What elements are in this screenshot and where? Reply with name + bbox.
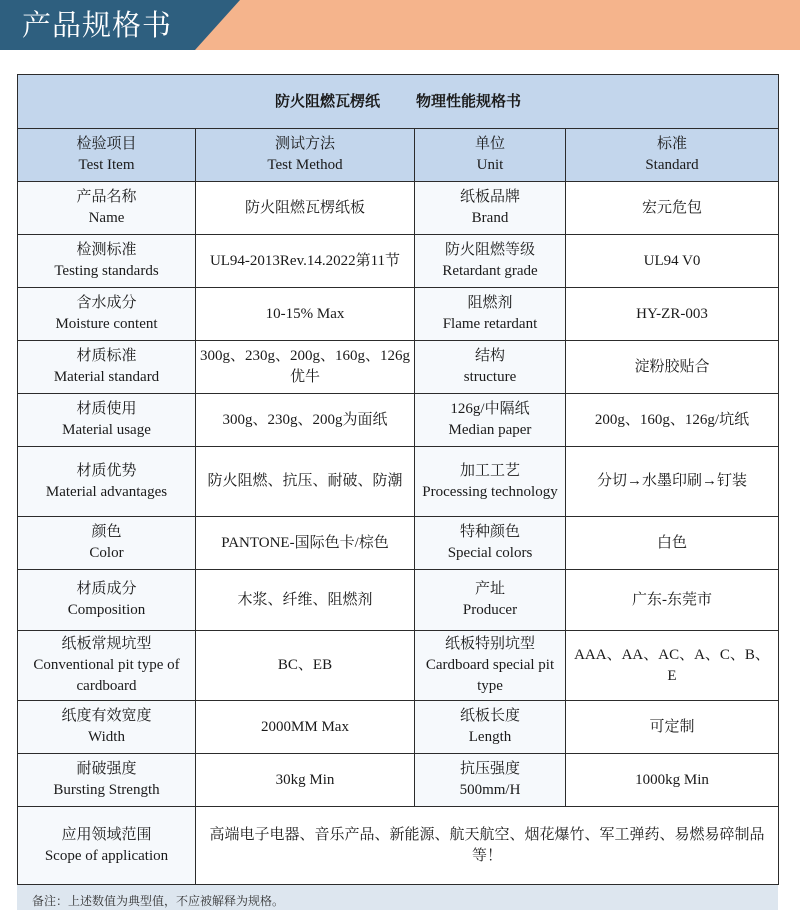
row-value: 2000MM Max: [196, 701, 415, 754]
row-value: 防火阻燃瓦楞纸板: [196, 182, 415, 235]
row-label: 材质标准 Material standard: [18, 341, 196, 394]
table-row: [18, 288, 779, 341]
row-value-secondary: UL94 V0: [566, 235, 779, 288]
table-row: [18, 570, 779, 631]
row-label: 含水成分 Moisture content: [18, 288, 196, 341]
table-row: [18, 517, 779, 570]
table-title: [18, 75, 779, 129]
row-label: 材质使用 Material usage: [18, 394, 196, 447]
row-value-secondary: HY-ZR-003: [566, 288, 779, 341]
table-row: [18, 701, 779, 754]
row-value: 30kg Min: [196, 754, 415, 807]
table-row: [18, 447, 779, 517]
row-label-secondary: 纸板长度 Length: [415, 701, 566, 754]
row-value-secondary: AAA、AA、AC、A、C、B、E: [566, 631, 779, 701]
header-unit: 单位 Unit: [415, 129, 566, 182]
row-label: 耐破强度 Bursting Strength: [18, 754, 196, 807]
application-value: 高端电子电器、音乐产品、新能源、航天航空、烟花爆竹、军工弹药、易燃易碎制品等！: [196, 807, 779, 885]
table-row: [18, 182, 779, 235]
row-label: 颜色 Color: [18, 517, 196, 570]
row-value: 10-15% Max: [196, 288, 415, 341]
table-title-right: 物理性能规格书: [416, 92, 522, 110]
row-value: 300g、230g、200g、160g、126g 优牛: [196, 341, 415, 394]
row-value-secondary: 白色: [566, 517, 779, 570]
table-row: [18, 754, 779, 807]
row-value: 防火阻燃、抗压、耐破、防潮: [196, 447, 415, 517]
row-label-secondary: 特种颜色 Special colors: [415, 517, 566, 570]
row-value-secondary: 1000kg Min: [566, 754, 779, 807]
row-label-secondary: 加工工艺 Processing technology: [415, 447, 566, 517]
table-header-row: [18, 129, 779, 182]
row-label-secondary: 抗压强度 500mm/H: [415, 754, 566, 807]
row-label: 产品名称 Name: [18, 182, 196, 235]
row-value: PANTONE-国际色卡/棕色: [196, 517, 415, 570]
table-row-application: [18, 807, 779, 885]
row-label-secondary: 纸板品牌 Brand: [415, 182, 566, 235]
footnote: 备注：上述数值为典型值，不应被解释为规格。: [32, 894, 285, 908]
row-value: 木浆、纤维、阻燃剂: [196, 570, 415, 631]
table-title-row: [18, 75, 779, 129]
table-row: [18, 631, 779, 701]
row-value-secondary: 淀粉胶贴合: [566, 341, 779, 394]
row-label-secondary: 防火阻燃等级 Retardant grade: [415, 235, 566, 288]
row-label-secondary: 阻燃剂 Flame retardant: [415, 288, 566, 341]
row-label-secondary: 结构 structure: [415, 341, 566, 394]
row-label-secondary: 产址 Producer: [415, 570, 566, 631]
row-label: 检测标准 Testing standards: [18, 235, 196, 288]
header-test-method: 测试方法 Test Method: [196, 129, 415, 182]
spec-table: [17, 74, 779, 885]
header-test-item: 检验项目 Test Item: [18, 129, 196, 182]
row-label-secondary: 纸板特别坑型 Cardboard special pit type: [415, 631, 566, 701]
row-label-secondary: 126g/中隔纸 Median paper: [415, 394, 566, 447]
application-label: 应用领域范围 Scope of application: [18, 807, 196, 885]
row-label: 材质优势 Material advantages: [18, 447, 196, 517]
row-value-secondary: 广东-东莞市: [566, 570, 779, 631]
row-value-secondary: 200g、160g、126g/坑纸: [566, 394, 779, 447]
row-value: BC、EB: [196, 631, 415, 701]
page-title: 产品规格书: [22, 8, 173, 42]
row-label: 纸板常规坑型 Conventional pit type of cardboard: [18, 631, 196, 701]
row-value-secondary: 宏元危包: [566, 182, 779, 235]
row-label: 材质成分 Composition: [18, 570, 196, 631]
row-value: UL94-2013Rev.14.2022第11节: [196, 235, 415, 288]
header-standard: 标准 Standard: [566, 129, 779, 182]
row-label: 纸度有效宽度 Width: [18, 701, 196, 754]
table-row: [18, 235, 779, 288]
row-value-secondary: 分切→水墨印刷→钉装: [566, 447, 779, 517]
row-value: 300g、230g、200g为面纸: [196, 394, 415, 447]
table-title-left: 防火阻燃瓦楞纸: [275, 92, 381, 110]
table-row: [18, 394, 779, 447]
row-value-secondary: 可定制: [566, 701, 779, 754]
table-row: [18, 341, 779, 394]
